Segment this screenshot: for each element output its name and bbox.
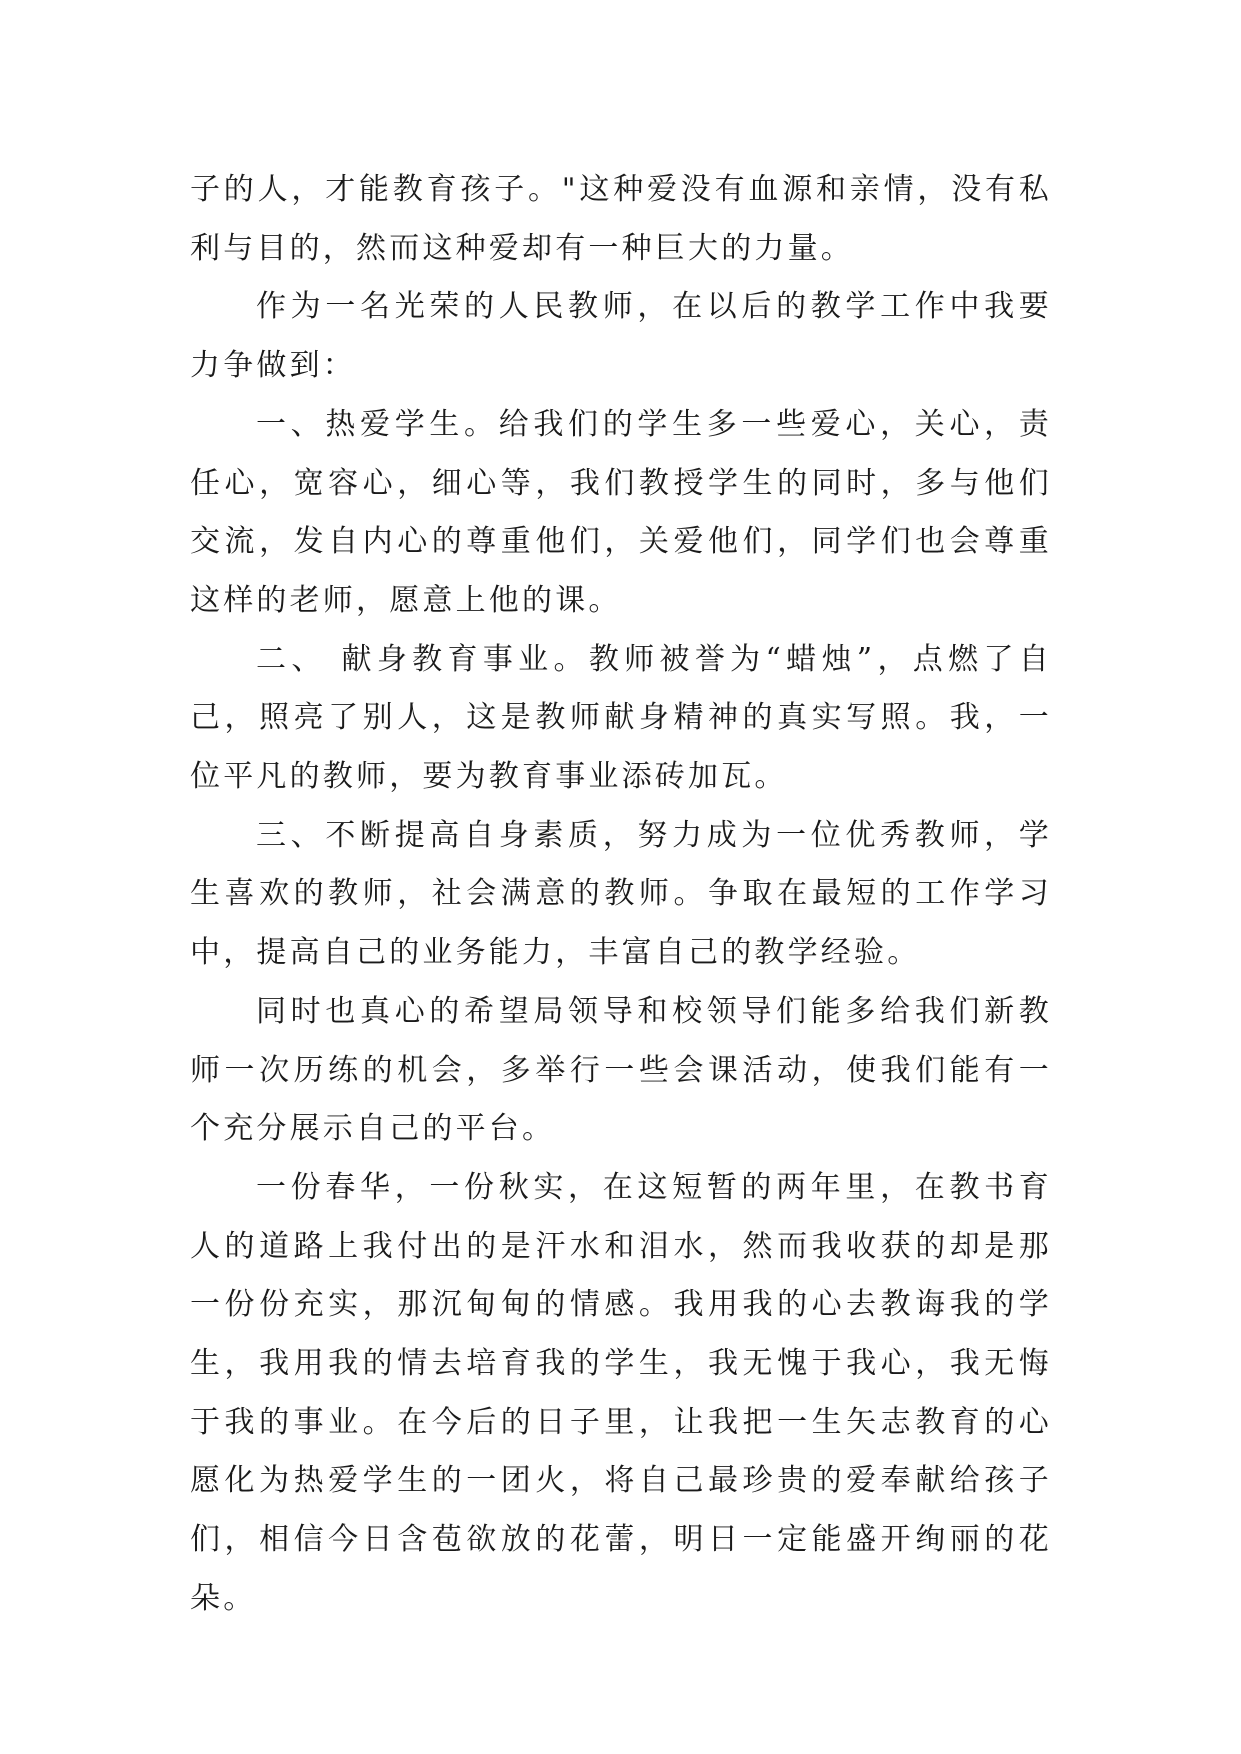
paragraph-hope: 同时也真心的希望局领导和校领导们能多给我们新教师一次历练的机会，多举行一些会课活动，使我们能有一个充分展示自己的平台。 (190, 993, 1052, 1147)
paragraph-intro: 作为一名光荣的人民教师，在以后的教学工作中我要力争做到： (190, 289, 1052, 384)
paragraph-point-two: 二、 献身教育事业。教师被誉为“蜡烛”，点燃了自己，照亮了别人，这是教师献身精神的真实写照。我，一位平凡的教师，要为教育事业添砖加瓦。 (190, 641, 1052, 795)
paragraph-continuation: 子的人，才能教育孩子。"这种爱没有血源和亲情，没有私利与目的，然而这种爱却有一种巨大的力量。 (190, 172, 1052, 266)
document-body (190, 161, 1052, 1629)
paragraph-conclusion: 一份春华，一份秋实，在这短暂的两年里，在教书育人的道路上我付出的是汗水和泪水，然而我收获的却是那一份份充实，那沉甸甸的情感。我用我的心去教诲我的学生，我用我的情去培育我的学生，我无愧于我心，我无悔于我的事业。在今后的日子里，让我把一生矢志教育的心愿化为热爱学生的一团火，将自己最珍贵的爱奉献给孩子们，相信今日含苞欲放的花蕾，明日一定能盛开绚丽的花朵。 (190, 1169, 1052, 1616)
paragraph-point-three: 三、不断提高自身素质，努力成为一位优秀教师，学生喜欢的教师，社会满意的教师。争取在最短的工作学习中，提高自己的业务能力，丰富自己的教学经验。 (190, 817, 1052, 971)
paragraph-point-one: 一、热爱学生。给我们的学生多一些爱心，关心，责任心，宽容心，细心等，我们教授学生的同时，多与他们交流，发自内心的尊重他们，关爱他们，同学们也会尊重这样的老师，愿意上他的课。 (190, 406, 1052, 618)
